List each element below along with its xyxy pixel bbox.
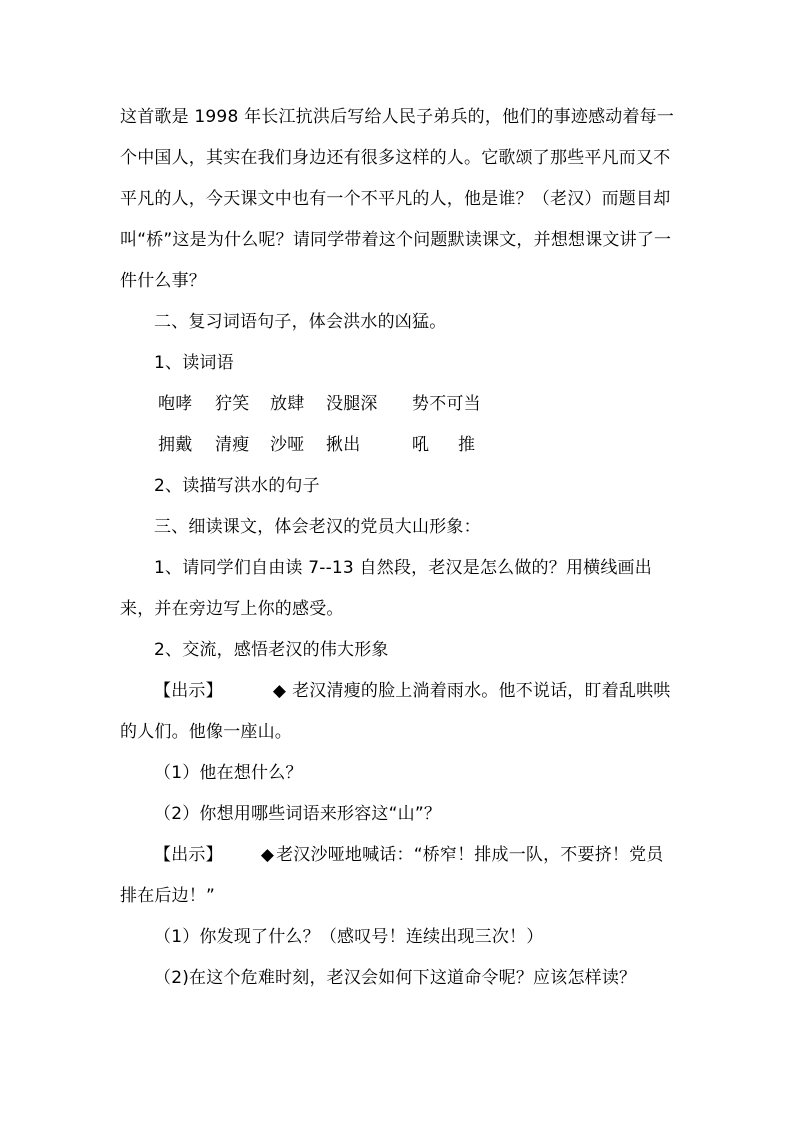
show-label: 【出示】 [154, 681, 223, 701]
subsection-read-flood-sentences: 2、读描写洪水的句子 [154, 476, 320, 496]
paragraph-song-intro: 这首歌是 1998 年长江抗洪后写给人民子弟兵的，他们的事迹感动着每一个中国人，其实在我们身边还有很多这样的人。它歌颂了那些平凡而又不平凡的人，今天课文中也有一个不平凡的人，他是谁？（老汉）而题目却叫“桥”这是为什么呢？请同学带着这个问题默读课文，并想想课文讲了一件什么事？ [120, 107, 675, 291]
show-label: 【出示】 [154, 845, 223, 865]
vocab-word: 咆哮 [158, 394, 193, 414]
vocab-word: 势不可当 [412, 394, 481, 414]
question-4: （2)在这个危难时刻，老汉会如何下这道命令呢？应该怎样读？ [154, 968, 637, 988]
section-heading-review: 二、复习词语句子，体会洪水的凶猛。 [154, 312, 447, 332]
vocab-word: 揪出 [326, 435, 361, 455]
vocab-word: 拥戴 [158, 435, 193, 455]
vocab-word: 没腿深 [326, 394, 378, 414]
diamond-bullet-icon: ◆ [272, 681, 287, 701]
show-block-2 [120, 835, 680, 917]
vocab-word: 推 [458, 435, 476, 455]
question-2: （2）你想用哪些词语来形容这“山”？ [154, 804, 442, 824]
vocab-word: 狞笑 [215, 394, 250, 414]
show-block-1 [120, 671, 680, 753]
document-body [120, 97, 680, 999]
task-free-reading: 1、请同学们自由读 7--13 自然段，老汉是怎么做的？用横线画出来，并在旁边写上你的感受。 [120, 558, 652, 619]
question-3: （1）你发现了什么？（感叹号！连续出现三次！） [154, 927, 544, 947]
subsection-read-words: 1、读词语 [154, 353, 234, 373]
question-1: （1）他在想什么？ [154, 763, 303, 783]
diamond-bullet-icon: ◆ [260, 845, 275, 865]
vocab-row-1 [120, 384, 680, 425]
show-text: 老汉沙哑地喊话：“桥窄！排成一队，不要挤！党员排在后边！” [120, 845, 664, 906]
vocab-word: 清瘦 [215, 435, 250, 455]
section-heading-close-reading: 三、细读课文，体会老汉的党员大山形象： [154, 517, 481, 537]
task-discuss-image: 2、交流，感悟老汉的伟大形象 [154, 640, 389, 660]
show-text: 老汉清瘦的脸上淌着雨水。他不说话，盯着乱哄哄的人们。他像一座山。 [120, 681, 671, 742]
vocab-word: 吼 [412, 435, 430, 455]
vocab-word: 放肆 [270, 394, 305, 414]
vocab-word: 沙哑 [270, 435, 305, 455]
vocab-row-2 [120, 425, 680, 466]
